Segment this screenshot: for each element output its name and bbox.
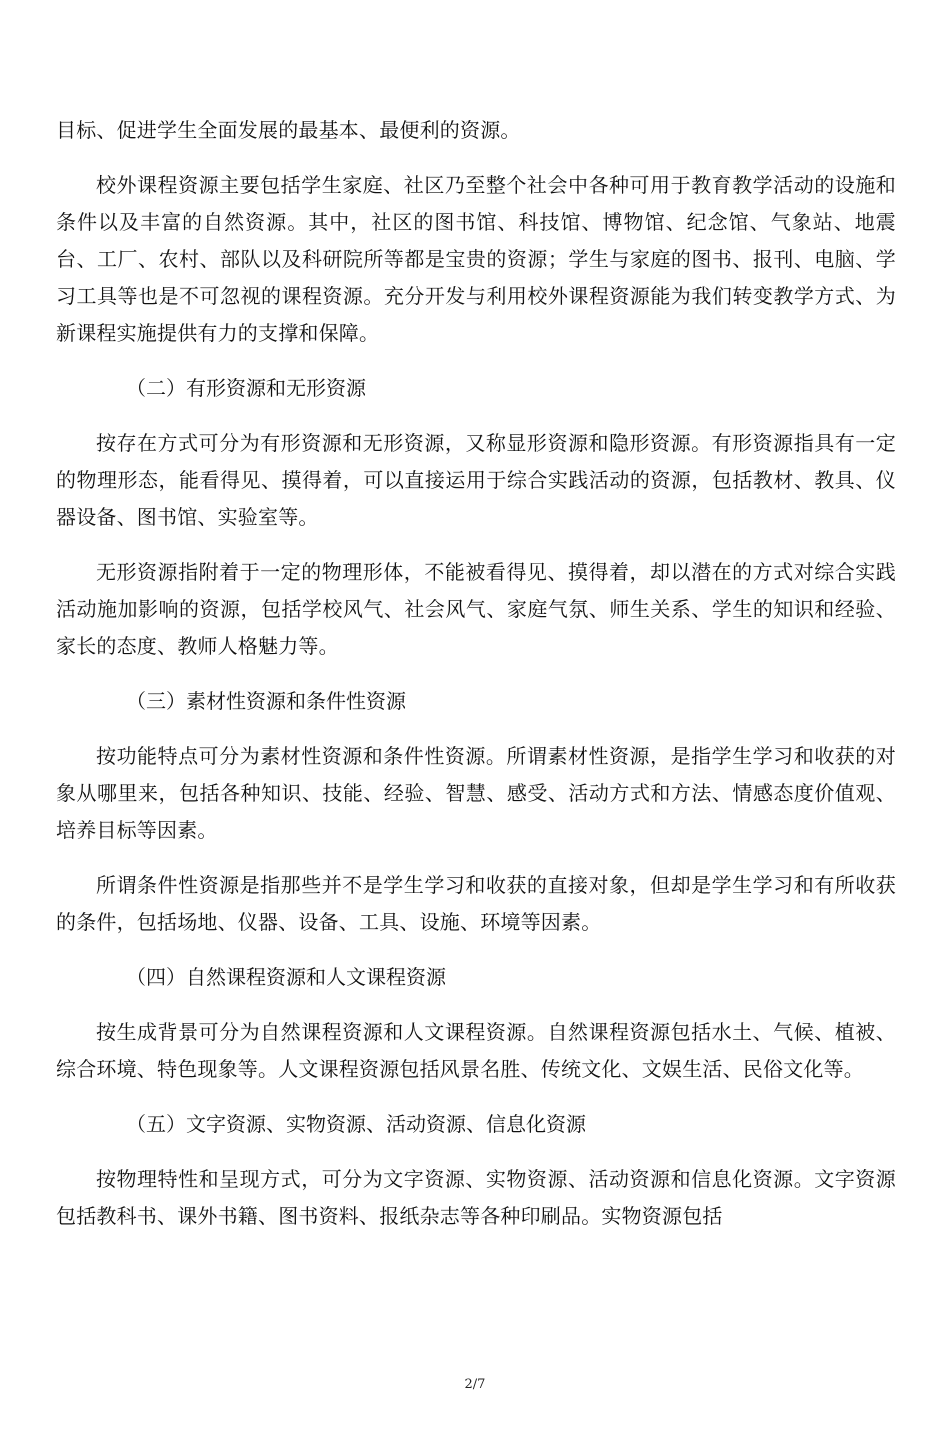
document-body — [56, 112, 896, 1235]
paragraph-material: 按功能特点可分为素材性资源和条件性资源。所谓素材性资源，是指学生学习和收获的对象从哪里来，包括各种知识、技能、经验、智慧、感受、活动方式和方法、情感态度价值观、培养目标等因素。 — [56, 744, 896, 842]
section-heading-2: （二）有形资源和无形资源 — [126, 376, 366, 400]
section-heading-4: （四）自然课程资源和人文课程资源 — [126, 965, 446, 989]
paragraph-natural-humanistic: 按生成背景可分为自然课程资源和人文课程资源。自然课程资源包括水土、气候、植被、综合环境、特色现象等。人文课程资源包括风景名胜、传统文化、文娱生活、民俗文化等。 — [56, 1020, 896, 1081]
page-number: 2/7 — [464, 1377, 486, 1392]
paragraph-external-resources: 校外课程资源主要包括学生家庭、社区乃至整个社会中各种可用于教育教学活动的设施和条件以及丰富的自然资源。其中，社区的图书馆、科技馆、博物馆、纪念馆、气象站、地震台、工厂、农村、部队以及科研院所等都是宝贵的资源；学生与家庭的图书、报刊、电脑、学习工具等也是不可忽视的课程资源。充分开发与利用校外课程资源能为我们转变教学方式、为新课程实施提供有力的支撑和保障。 — [56, 173, 896, 345]
paragraph-tangible: 按存在方式可分为有形资源和无形资源，又称显形资源和隐形资源。有形资源指具有一定的物理形态，能看得见、摸得着，可以直接运用于综合实践活动的资源，包括教材、教具、仪器设备、图书馆、实验室等。 — [56, 431, 896, 529]
section-heading-3: （三）素材性资源和条件性资源 — [126, 689, 406, 713]
paragraph-intangible: 无形资源指附着于一定的物理形体，不能被看得见、摸得着，却以潜在的方式对综合实践活动施加影响的资源，包括学校风气、社会风气、家庭气氛、师生关系、学生的知识和经验、家长的态度、教师人格魅力等。 — [56, 560, 896, 658]
section-heading-5: （五）文字资源、实物资源、活动资源、信息化资源 — [126, 1112, 586, 1136]
paragraph-conditional: 所谓条件性资源是指那些并不是学生学习和收获的直接对象，但却是学生学习和有所收获的条件，包括场地、仪器、设备、工具、设施、环境等因素。 — [56, 873, 896, 934]
paragraph-physical-properties: 按物理特性和呈现方式，可分为文字资源、实物资源、活动资源和信息化资源。文字资源包括教科书、课外书籍、图书资料、报纸杂志等各种印刷品。实物资源包括 — [56, 1167, 896, 1228]
paragraph-continued: 目标、促进学生全面发展的最基本、最便利的资源。 — [56, 118, 521, 142]
